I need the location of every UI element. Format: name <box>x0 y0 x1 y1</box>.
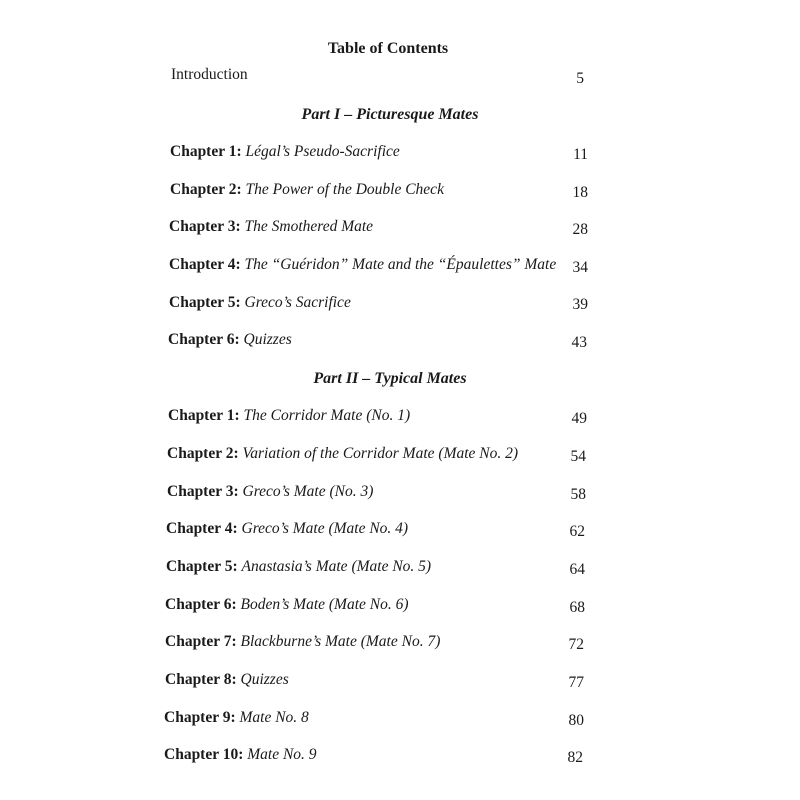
chapter-page: 58 <box>570 486 586 503</box>
toc-entry <box>165 596 409 614</box>
chapter-number: Chapter 2: <box>167 445 239 462</box>
chapter-number: Chapter 4: <box>169 256 241 273</box>
chapter-page: 64 <box>569 561 585 578</box>
chapter-number: Chapter 9: <box>164 709 236 726</box>
chapter-title: Greco’s Mate (Mate No. 4) <box>241 520 409 537</box>
toc-entry <box>169 294 351 312</box>
chapter-title: Variation of the Corridor Mate (Mate No. 2) <box>242 445 519 462</box>
chapter-page: 43 <box>571 334 587 351</box>
chapter-title: Quizzes <box>240 671 289 688</box>
chapter-title: The Corridor Mate (No. 1) <box>243 407 411 424</box>
chapter-title: Mate No. 8 <box>239 709 309 726</box>
toc-entry <box>167 445 518 463</box>
chapter-title: The Smothered Mate <box>244 218 374 235</box>
toc-entry <box>169 256 556 274</box>
chapter-page: 28 <box>572 221 588 238</box>
chapter-number: Chapter 3: <box>167 483 239 500</box>
chapter-number: Chapter 7: <box>165 633 237 650</box>
chapter-number: Chapter 8: <box>165 671 237 688</box>
chapter-page: 62 <box>569 523 585 540</box>
chapter-number: Chapter 10: <box>164 746 244 763</box>
chapter-number: Chapter 1: <box>170 143 242 160</box>
chapter-title: Blackburne’s Mate (Mate No. 7) <box>240 633 441 650</box>
chapter-number: Chapter 4: <box>166 520 238 537</box>
chapter-title: Mate No. 9 <box>247 746 317 763</box>
introduction-label: Introduction <box>171 66 248 83</box>
chapter-title: The “Guéridon” Mate and the “Épaulettes” Mate <box>244 256 557 273</box>
chapter-number: Chapter 6: <box>168 331 240 348</box>
part1-heading: Part I – Picturesque Mates <box>301 106 479 123</box>
toc-entry <box>164 709 309 727</box>
toc-entry <box>165 671 289 689</box>
toc-entry <box>164 746 317 764</box>
toc-entry <box>166 520 408 538</box>
part2-heading: Part II – Typical Mates <box>313 370 467 387</box>
chapter-title: Greco’s Sacrifice <box>244 294 351 311</box>
toc-entry <box>169 218 373 236</box>
chapter-title: Quizzes <box>243 331 292 348</box>
chapter-page: 18 <box>572 184 588 201</box>
chapter-title: The Power of the Double Check <box>245 181 444 198</box>
chapter-page: 34 <box>572 259 588 276</box>
chapter-number: Chapter 5: <box>169 294 241 311</box>
chapter-number: Chapter 6: <box>165 596 237 613</box>
introduction-page: 5 <box>576 70 584 87</box>
chapter-number: Chapter 1: <box>168 407 240 424</box>
chapter-number: Chapter 5: <box>166 558 238 575</box>
chapter-page: 49 <box>571 410 587 427</box>
chapter-page: 11 <box>573 146 588 163</box>
chapter-number: Chapter 3: <box>169 218 241 235</box>
chapter-page: 80 <box>568 712 584 729</box>
chapter-title: Boden’s Mate (Mate No. 6) <box>240 596 409 613</box>
toc-entry <box>170 143 400 161</box>
chapter-title: Greco’s Mate (No. 3) <box>242 483 374 500</box>
toc-entry <box>166 558 431 576</box>
toc-entry <box>167 483 373 501</box>
chapter-page: 68 <box>569 599 585 616</box>
toc-entry <box>165 633 440 651</box>
chapter-page: 72 <box>568 636 584 653</box>
toc-title: Table of Contents <box>327 40 449 57</box>
chapter-title: Anastasia’s Mate (Mate No. 5) <box>241 558 432 575</box>
chapter-title: Légal’s Pseudo-Sacrifice <box>245 143 400 160</box>
chapter-page: 77 <box>568 674 584 691</box>
chapter-page: 82 <box>567 749 583 766</box>
toc-entry <box>170 181 444 199</box>
chapter-page: 39 <box>572 296 588 313</box>
chapter-page: 54 <box>570 448 586 465</box>
toc-entry <box>168 331 292 349</box>
chapter-number: Chapter 2: <box>170 181 242 198</box>
toc-entry <box>168 407 410 425</box>
